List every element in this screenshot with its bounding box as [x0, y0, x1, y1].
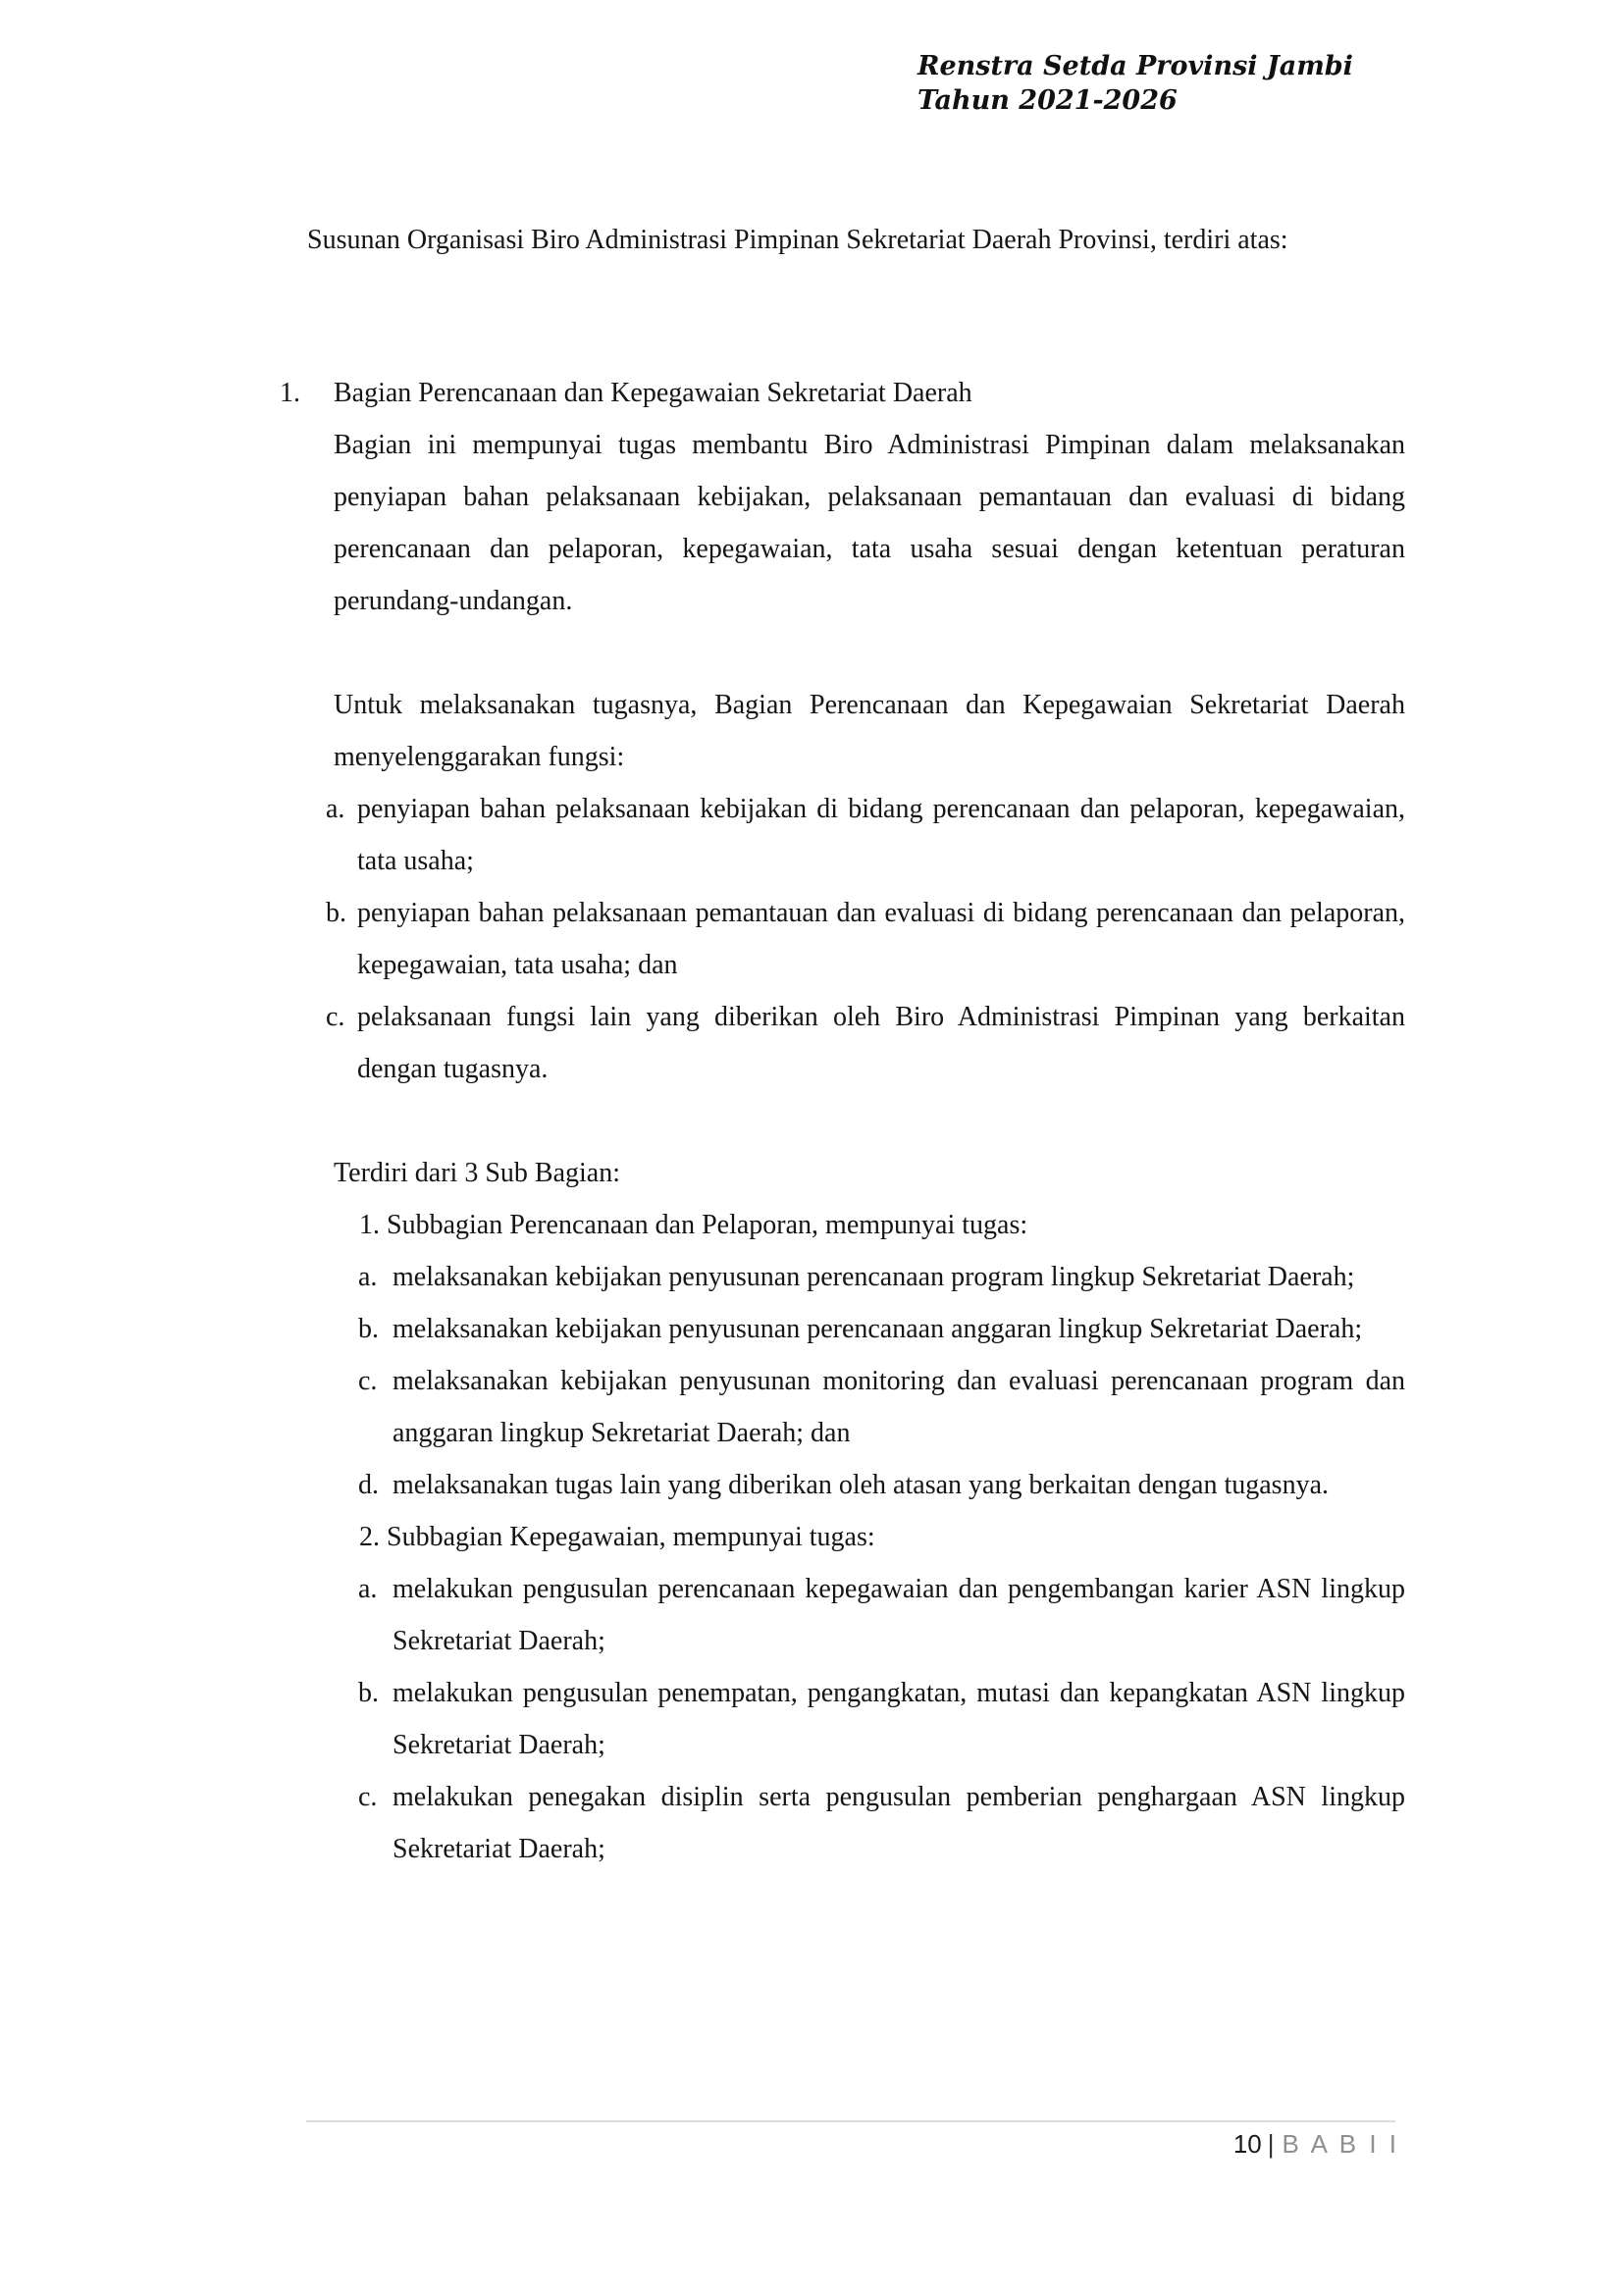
header-title-line1: Renstra Setda Provinsi Jambi [917, 51, 1353, 81]
subbagian-1-item-a-text: melaksanakan kebijakan penyusunan perencanaan program lingkup Sekretariat Daerah; [393, 1262, 1355, 1292]
fungsi-item-c-label: c. [326, 1002, 345, 1032]
document-header [917, 49, 1353, 118]
subbagian-1 [334, 1199, 1405, 1511]
document-body [280, 224, 1405, 1875]
subbagian-2-item-c-label: c. [358, 1782, 378, 1812]
subbagian-2-item-c [334, 1771, 1405, 1875]
fungsi-item-b-text: penyiapan bahan pelaksanaan pemantauan dan evaluasi di bidang perencanaan dan pelaporan, kepegawaian, tata usaha; dan [357, 898, 1405, 980]
subbagian-2-title: Subbagian Kepegawaian, mempunyai tugas: [387, 1522, 875, 1552]
section-1-number: 1. [280, 378, 300, 408]
subbagian-1-title: Subbagian Perencanaan dan Pelaporan, mempunyai tugas: [387, 1210, 1028, 1240]
subbagian-2-item-b-text: melakukan pengusulan penempatan, pengangkatan, mutasi dan kepangkatan ASN lingkup Sekretariat Daerah; [393, 1678, 1405, 1760]
subbagian-2-item-b-label: b. [358, 1678, 379, 1708]
section-1-title: Bagian Perencanaan dan Kepegawaian Sekretariat Daerah [334, 378, 972, 408]
subbagian-2-number: 2. [359, 1522, 380, 1552]
fungsi-item-a [326, 783, 1405, 887]
fungsi-item-a-text: penyiapan bahan pelaksanaan kebijakan di bidang perencanaan dan pelaporan, kepegawaian, tata usaha; [357, 794, 1405, 876]
subbagian-2-item-a [334, 1563, 1405, 1667]
page-number: 10 [1232, 2129, 1262, 2159]
subbagian-1-item-d-label: d. [358, 1470, 379, 1500]
section-1 [280, 367, 1405, 1875]
subbagian-2-item-b [334, 1667, 1405, 1771]
subbagian-1-number: 1. [359, 1210, 380, 1240]
subbagian-1-item-d-text: melaksanakan tugas lain yang diberikan oleh atasan yang berkaitan dengan tugasnya. [393, 1470, 1329, 1500]
subbagian-1-title-row [334, 1199, 1405, 1251]
subbagian-1-item-b-label: b. [358, 1314, 379, 1344]
subbagian-1-item-a-label: a. [358, 1262, 378, 1292]
intro-paragraph: Susunan Organisasi Biro Administrasi Pimpinan Sekretariat Daerah Provinsi, terdiri atas: [307, 225, 1288, 255]
fungsi-item-c-text: pelaksanaan fungsi lain yang diberikan oleh Biro Administrasi Pimpinan yang berkaitan dengan tugasnya. [357, 1002, 1405, 1084]
fungsi-item-b-label: b. [326, 898, 346, 928]
subbagian-2-item-a-text: melakukan pengusulan perencanaan kepegawaian dan pengembangan karier ASN lingkup Sekretariat Daerah; [393, 1574, 1405, 1656]
subbagian-1-item-b-text: melaksanakan kebijakan penyusunan perencanaan anggaran lingkup Sekretariat Daerah; [393, 1314, 1363, 1344]
subbagian-2-item-c-text: melakukan penegakan disiplin serta pengusulan pemberian penghargaan ASN lingkup Sekretariat Daerah; [393, 1782, 1405, 1864]
fungsi-item-b [326, 887, 1405, 991]
subbagian-1-item-d [334, 1459, 1405, 1511]
subbagian-intro: Terdiri dari 3 Sub Bagian: [334, 1158, 620, 1188]
subbagian-1-item-c-label: c. [358, 1366, 378, 1396]
section-1-task-paragraph: Bagian ini mempunyai tugas membantu Biro Administrasi Pimpinan dalam melaksanakan penyiapan bahan pelaksanaan kebijakan, pelaksanaan pemantauan dan evaluasi di bidang perencanaan dan pelaporan, kepegawaian, tata usaha sesuai dengan ketentuan peraturan perundang-undangan. [334, 430, 1405, 616]
fungsi-item-c [326, 991, 1405, 1095]
subbagian-1-item-c-text: melaksanakan kebijakan penyusunan monitoring dan evaluasi perencanaan program dan anggaran lingkup Sekretariat Daerah; dan [393, 1366, 1405, 1448]
subbagian-1-item-c [334, 1355, 1405, 1459]
subbagian-1-item-b [334, 1303, 1405, 1355]
subbagian-2-title-row [334, 1511, 1405, 1563]
section-1-body [326, 367, 1405, 1875]
footer-divider [306, 2120, 1395, 2122]
subbagian-1-item-a [334, 1251, 1405, 1303]
fungsi-intro-paragraph: Untuk melaksanakan tugasnya, Bagian Perencanaan dan Kepegawaian Sekretariat Daerah menyelenggarakan fungsi: [334, 690, 1405, 772]
header-title-line2: Tahun 2021-2026 [917, 85, 1178, 116]
page-footer [280, 2129, 1399, 2160]
subbagian-2-item-a-label: a. [358, 1574, 378, 1604]
footer-separator: | [1267, 2129, 1275, 2159]
footer-chapter-label: B A B I I [1282, 2129, 1399, 2159]
subbagian-2 [334, 1511, 1405, 1875]
fungsi-item-a-label: a. [326, 794, 345, 824]
